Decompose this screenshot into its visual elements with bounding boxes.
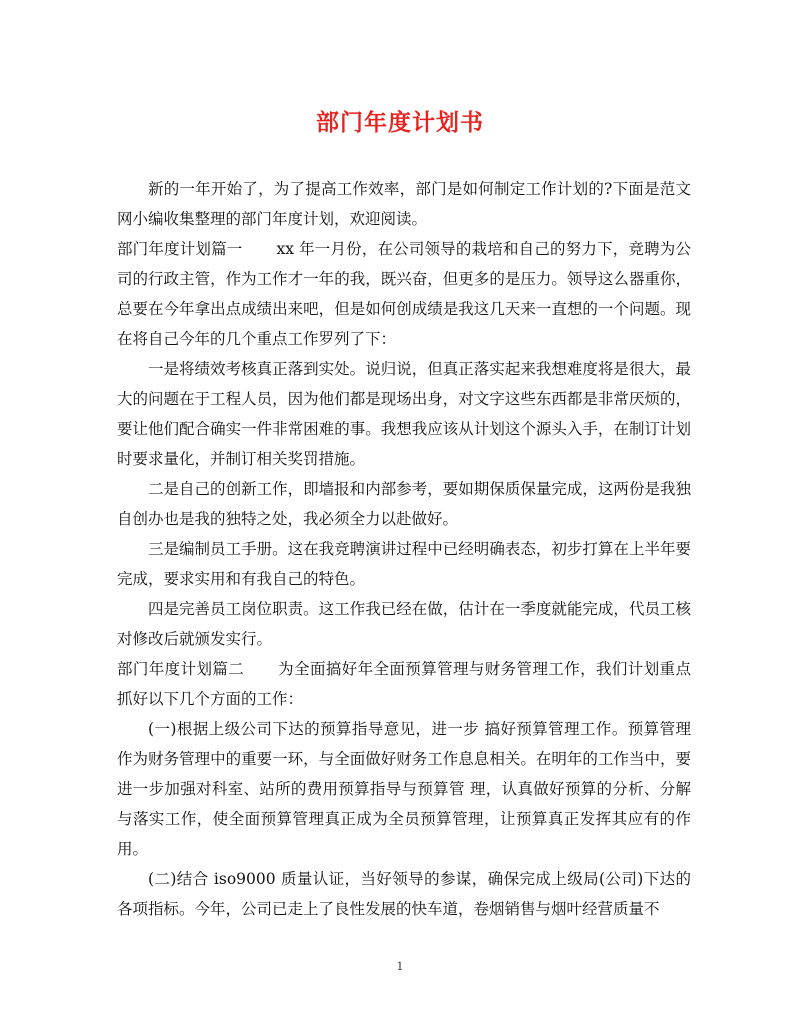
section-2-label: 部门年度计划篇二: [117, 660, 245, 678]
section-2-point-2: (二)结合 iso9000 质量认证，当好领导的参谋，确保完成上级局(公司)下达的各项指标。今年，公司已走上了良性发展的快车道，卷烟销售与烟叶经营质量不: [117, 870, 691, 918]
page-number: 1: [396, 960, 404, 973]
section-1-label: 部门年度计划篇一: [117, 240, 243, 258]
section-2-lead: 为全面搞好年全面预算管理与财务管理工作，我们计划重点抓好以下几个方面的工作：: [117, 660, 691, 708]
section-2-point-1: (一)根据上级公司下达的预算指导意见，进一步 搞好预算管理工作。预算管理作为财务管理中的重要一环，与全面做好财务工作息息相关。在明年的工作当中，要进一步加强对科室、站所的费用预算指导与预算管 理，认真做好预算的分析、分解与落实工作，使全面预算管理真正成为全员预算管理，让预算真正发挥其应有的作用。: [117, 720, 691, 858]
section-2-paragraph: [117, 654, 691, 714]
intro-paragraph: 新的一年开始了，为了提高工作效率，部门是如何制定工作计划的?下面是范文网小编收集整理的部门年度计划，欢迎阅读。: [117, 180, 691, 228]
section-1-point-3: 三是编制员工手册。这在我竞聘演讲过程中已经明确表态，初步打算在上半年要完成，要求实用和有我自己的特色。: [117, 540, 691, 588]
section-1-paragraph: [117, 234, 691, 354]
section-1-point-4: 四是完善员工岗位职责。这工作我已经在做，估计在一季度就能完成，代员工核对修改后就颁发实行。: [117, 600, 691, 648]
section-1-lead: xx 年一月份，在公司领导的栽培和自己的努力下，竞聘为公司的行政主管，作为工作才一年的我，既兴奋，但更多的是压力。领导这么器重你，总要在今年拿出点成绩出来吧，但是如何创成绩是我这几天来一直想的一个问题。现在将自己今年的几个重点工作罗列了下：: [117, 240, 691, 348]
document-body: [117, 174, 691, 924]
section-1-point-2: 二是自己的创新工作，即墙报和内部参考，要如期保质保量完成，这两份是我独自创办也是我的独特之处，我必须全力以赴做好。: [117, 480, 691, 528]
section-1-point-1: 一是将绩效考核真正落到实处。说归说，但真正落实起来我想难度将是很大，最大的问题在于工程人员，因为他们都是现场出身，对文字这些东西都是非常厌烦的，要让他们配合确实一件非常困难的事。我想我应该从计划这个源头入手，在制订计划时要求量化，并制订相关奖罚措施。: [117, 360, 691, 468]
document-title: 部门年度计划书: [316, 109, 484, 136]
